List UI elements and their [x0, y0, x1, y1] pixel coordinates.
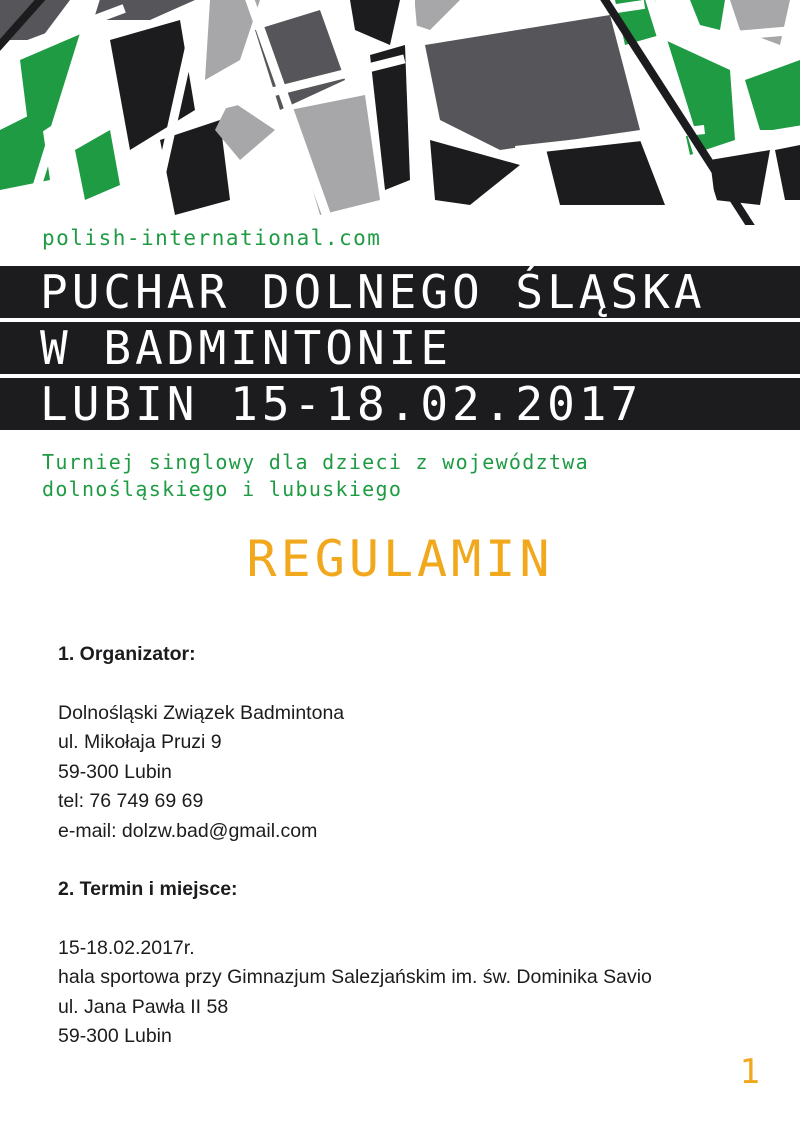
organizer-street: ul. Mikołaja Pruzi 9: [58, 731, 222, 753]
section-venue-heading: 2. Termin i miejsce:: [58, 878, 238, 900]
organizer-city: 59-300 Lubin: [58, 760, 172, 783]
venue-street: ul. Jana Pawła II 58: [58, 995, 229, 1018]
venue-city: 59-300 Lubin: [58, 1025, 172, 1047]
title-line-1: PUCHAR DOLNEGO ŚLĄSKA: [0, 266, 800, 318]
document-heading: REGULAMIN: [246, 530, 554, 588]
document-body: [58, 640, 778, 1052]
venue-hall: hala sportowa przy Gimnazjum Salezjańskim im. św. Dominika Savio: [58, 966, 652, 988]
site-url: polish-international.com: [42, 226, 382, 250]
organizer-phone: tel: 76 749 69 69: [58, 790, 204, 812]
subtitle-line-2: dolnośląskiego i lubuskiego: [42, 477, 403, 501]
title-line-3: LUBIN 15-18.02.2017: [0, 378, 800, 430]
organizer-email: e-mail: dolzw.bad@gmail.com: [58, 819, 318, 842]
title-line-2: W BADMINTONIE: [0, 322, 800, 374]
subtitle: [42, 449, 589, 503]
subtitle-line-1: Turniej singlowy dla dzieci z województwa: [42, 450, 589, 474]
mosaic-header-graphic: [0, 0, 800, 225]
page-number: 1: [739, 1052, 760, 1092]
section-organizer-heading: 1. Organizator:: [58, 643, 196, 665]
organizer-name: Dolnośląski Związek Badmintona: [58, 701, 345, 724]
venue-dates: 15-18.02.2017r.: [58, 936, 195, 959]
